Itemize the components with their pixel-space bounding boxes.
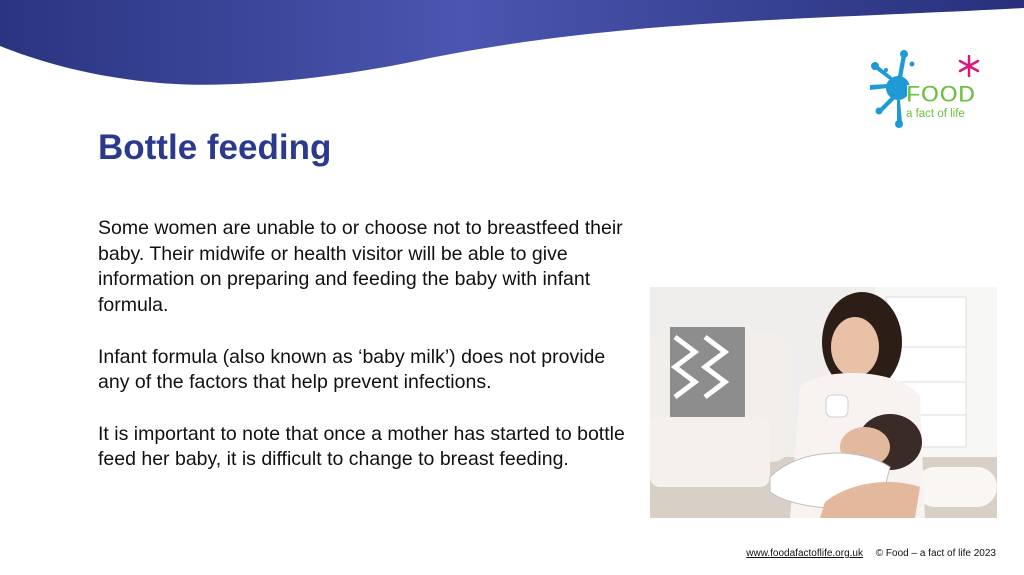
footer [746,548,996,559]
paragraph-intro: Some women are unable to or choose not to breastfeed their baby. Their midwife or health visitor will be able to give information on preparing and feeding the baby with infant formula. [98,217,623,317]
website-link[interactable]: www.foodafactoflife.org.uk [746,548,863,559]
logo-word: FOOD [906,81,976,108]
slide-title: Bottle feeding [98,128,332,167]
slide-body [98,216,633,499]
asterisk-icon [960,56,978,76]
copyright-text: © Food – a fact of life 2023 [875,548,996,559]
paragraph-note: It is important to note that once a mother has started to bottle feed her baby, it is difficult to change to breast feeding. [98,422,625,471]
food-a-fact-of-life-logo [868,50,988,132]
mother-feeding-baby-photo [650,287,997,518]
logo-tagline: a fact of life [906,108,965,120]
paragraph-infant-formula: Infant formula (also known as ‘baby milk’) does not provide any of the factors that help prevent infections. [98,345,606,394]
